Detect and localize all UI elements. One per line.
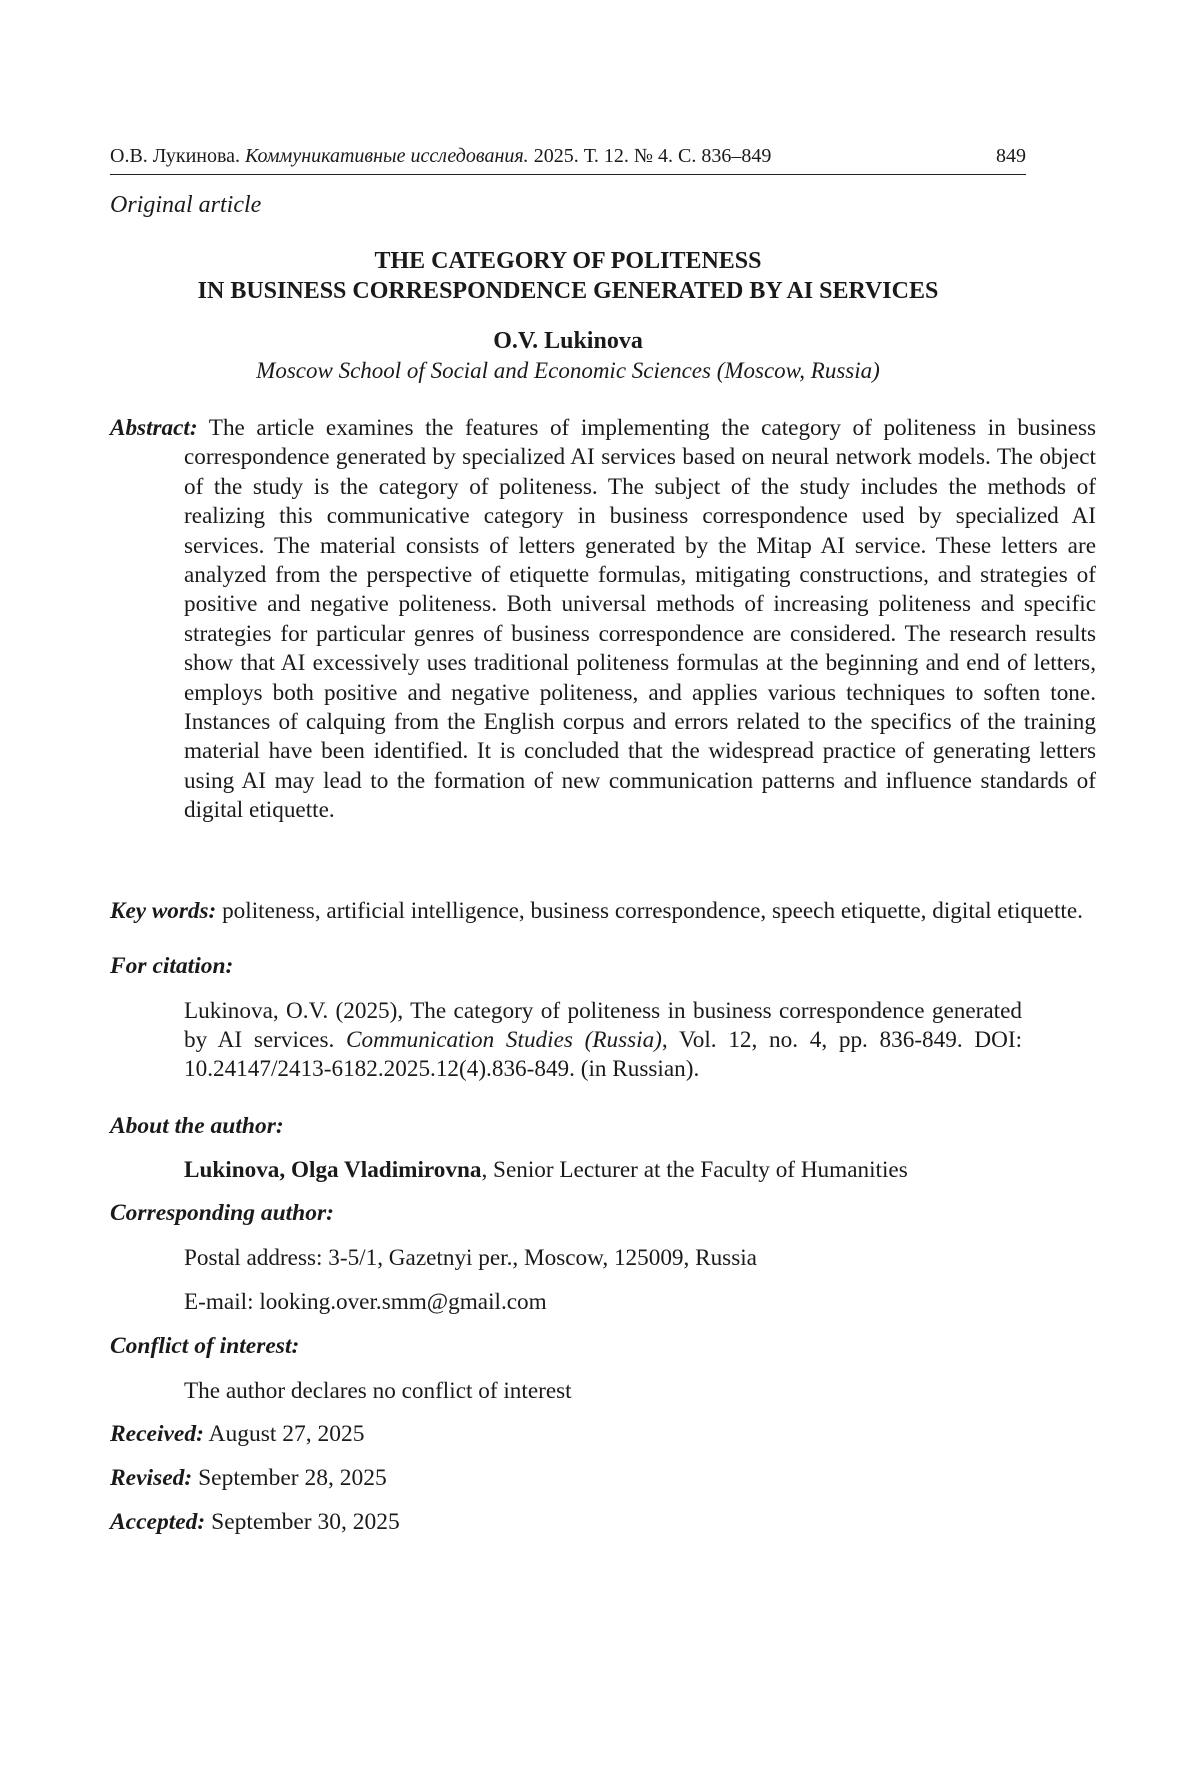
- abstract: [110, 414, 1096, 826]
- corresponding-author-label: Corresponding author:: [110, 1200, 334, 1226]
- about-author-name: Lukinova, Olga Vladimirovna: [184, 1157, 482, 1183]
- abstract-text: The article examines the features of implementing the category of politeness in business correspondence generated by specialized AI services based on neural network models. The object of the study is the category of politeness. The subject of the study includes the methods of realizing this communicative category in business correspondence used by specialized AI services. The material consists of letters generated by the Mitap AI service. These letters are analyzed from the perspective of etiquette formulas, mitigating constructions, and strategies of positive and negative politeness. Both universal methods of increasing politeness and specific strategies for particular genres of business correspondence are considered. The research results show that AI excessively uses traditional politeness formulas at the beginning and end of letters, employs both positive and negative politeness, and applies various techniques to soften tone. Instances of calquing from the English corpus and errors related to the specifics of the training material have been identified. It is concluded that the widespread practice of generating letters using AI may lead to the formation of new communication patterns and influence standards of digital etiquette.: [184, 415, 1096, 824]
- about-author-text: [184, 1156, 1022, 1185]
- author-affiliation: Moscow School of Social and Economic Sciences (Moscow, Russia): [256, 358, 880, 383]
- author-name: O.V. Lukinova: [493, 328, 643, 354]
- citation-label: For citation:: [110, 953, 234, 979]
- citation-text-after: , Vol. 12, no. 4, pp. 836-849. DOI: 10.24147/2413-6182.2025.12(4).836-849. (in Russian).: [184, 1027, 1023, 1082]
- keywords: [110, 897, 1096, 926]
- running-head: [110, 144, 1026, 175]
- article-type: Original article: [110, 192, 262, 218]
- accepted-label: Accepted:: [110, 1509, 206, 1535]
- conflict-label: Conflict of interest:: [110, 1333, 300, 1359]
- revised-date: [110, 1465, 387, 1492]
- keywords-text: politeness, artificial intelligence, business correspondence, speech etiquette, digital etiquette.: [222, 898, 1083, 924]
- received-label: Received:: [110, 1421, 204, 1447]
- article-title: [110, 246, 1026, 306]
- received-value: August 27, 2025: [208, 1421, 365, 1447]
- conflict-text: The author declares no conflict of interest: [184, 1378, 572, 1404]
- citation-text-before: Lukinova, O.V. (2025), The category of politeness in business correspondence generated by AI services.: [184, 998, 1022, 1053]
- title-line-2: IN BUSINESS CORRESPONDENCE GENERATED BY AI SERVICES: [197, 278, 939, 304]
- email: E-mail: looking.over.smm@gmail.com: [184, 1289, 547, 1315]
- abstract-label: Abstract:: [110, 415, 198, 441]
- citation-text: [184, 997, 1022, 1084]
- accepted-date: [110, 1509, 400, 1536]
- page-number: 849: [996, 145, 1026, 167]
- postal-address: Postal address: 3-5/1, Gazetnyi per., Moscow, 125009, Russia: [184, 1245, 757, 1271]
- citation-journal: Communication Studies (Russia): [346, 1027, 662, 1053]
- running-head-citation: [110, 144, 771, 168]
- title-line-1: THE CATEGORY OF POLITENESS: [374, 248, 762, 274]
- revised-label: Revised:: [110, 1465, 193, 1491]
- running-head-details: 2025. Т. 12. № 4. С. 836–849: [533, 145, 772, 167]
- running-head-authors: О.В. Лукинова.: [110, 145, 241, 167]
- about-author-label: About the author:: [110, 1113, 284, 1139]
- running-head-journal: Коммуникативные исследования.: [245, 145, 529, 167]
- keywords-label: Key words:: [110, 898, 217, 924]
- about-author-position: , Senior Lecturer at the Faculty of Humanities: [481, 1157, 908, 1183]
- received-date: [110, 1421, 365, 1448]
- revised-value: September 28, 2025: [198, 1465, 387, 1491]
- accepted-value: September 30, 2025: [211, 1509, 400, 1535]
